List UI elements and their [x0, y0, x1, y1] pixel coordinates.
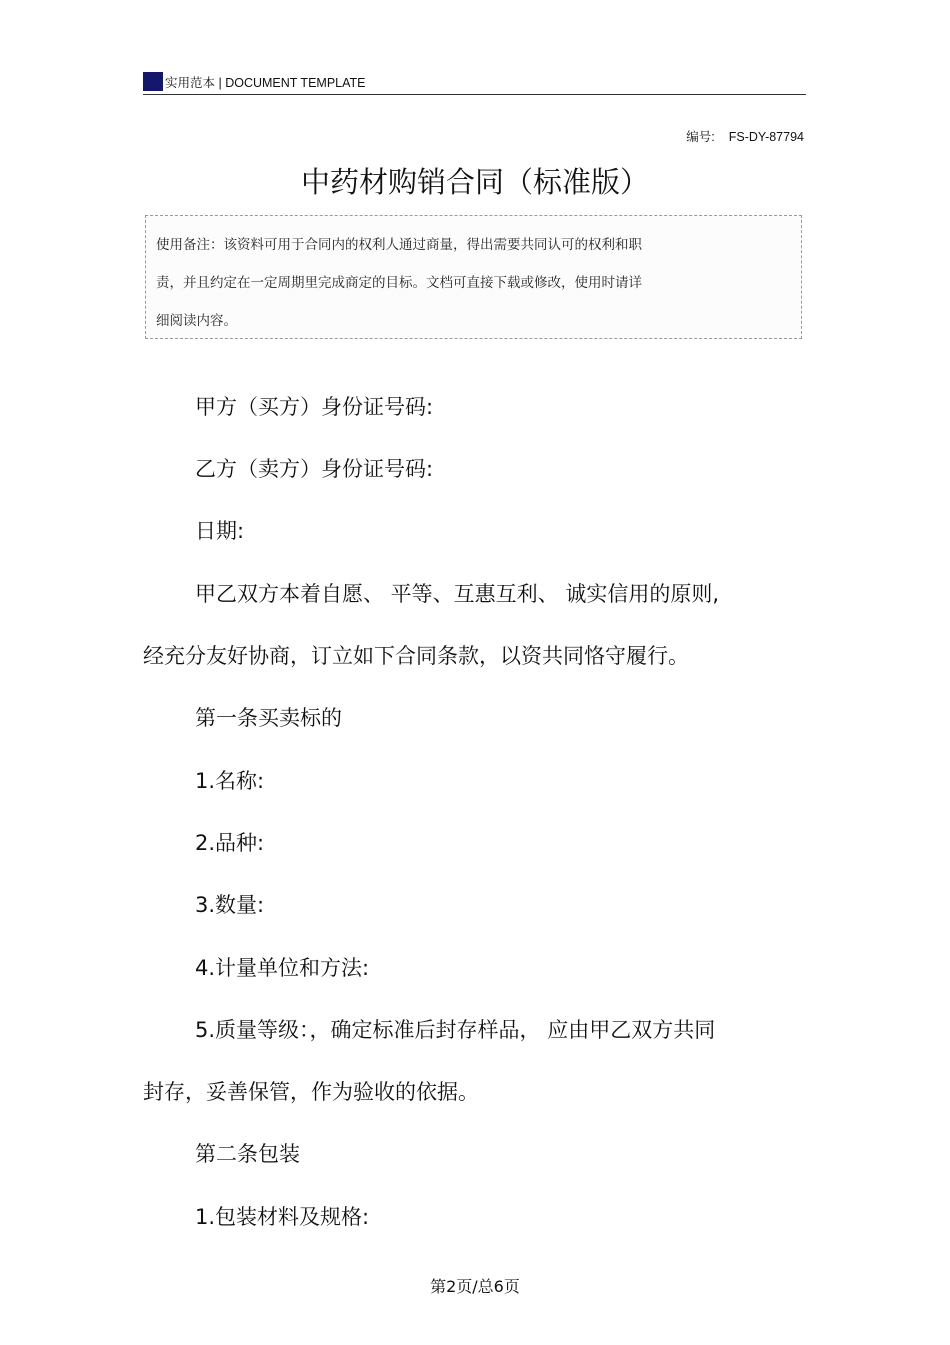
usage-note-text [156, 226, 756, 340]
buyer-id-line: 甲方（买方）身份证号码: [195, 395, 434, 419]
article-2-heading: 第二条包装 [195, 1142, 300, 1166]
usage-note-line: 使用备注：该资料可用于合同内的权利人通过商量，得出需要共同认可的权利和职 [156, 237, 642, 253]
item-quality-line-2: 封存，妥善保管，作为验收的依据。 [143, 1080, 479, 1104]
item-measurement: 4.计量单位和方法: [195, 956, 370, 980]
item-variety: 2.品种: [195, 831, 265, 855]
packaging-item: 1.包装材料及规格: [195, 1205, 370, 1229]
item-quality-line-1: 5.质量等级：，确定标准后封存样品， 应由甲乙双方共同 [195, 1018, 716, 1042]
page-indicator: 第2页/总6页 [430, 1277, 520, 1296]
seller-id-line: 乙方（卖方）身份证号码: [195, 457, 434, 481]
document-number-label: 编号: [686, 130, 715, 144]
usage-note-box [145, 215, 802, 339]
principle-line-2: 经充分友好协商，订立如下合同条款，以资共同恪守履行。 [143, 644, 689, 668]
usage-note-line: 细阅读内容。 [156, 313, 237, 329]
document-number-value: FS-DY-87794 [728, 130, 804, 144]
page-header [143, 68, 806, 95]
usage-note-line: 责，并且约定在一定周期里完成商定的目标。文档可直接下载或修改，使用时请详 [156, 275, 642, 291]
item-name: 1.名称: [195, 769, 265, 793]
logo-square-icon [143, 72, 163, 91]
document-number [686, 127, 804, 145]
item-quantity: 3.数量: [195, 893, 265, 917]
principle-line-1: 甲乙双方本着自愿、 平等、互惠互利、 诚实信用的原则, [195, 582, 720, 606]
article-1-heading: 第一条买卖标的 [195, 706, 342, 730]
header-brand: 实用范本 | DOCUMENT TEMPLATE [165, 76, 366, 90]
document-title: 中药材购销合同（标准版） [300, 165, 649, 199]
date-line: 日期: [195, 519, 245, 543]
